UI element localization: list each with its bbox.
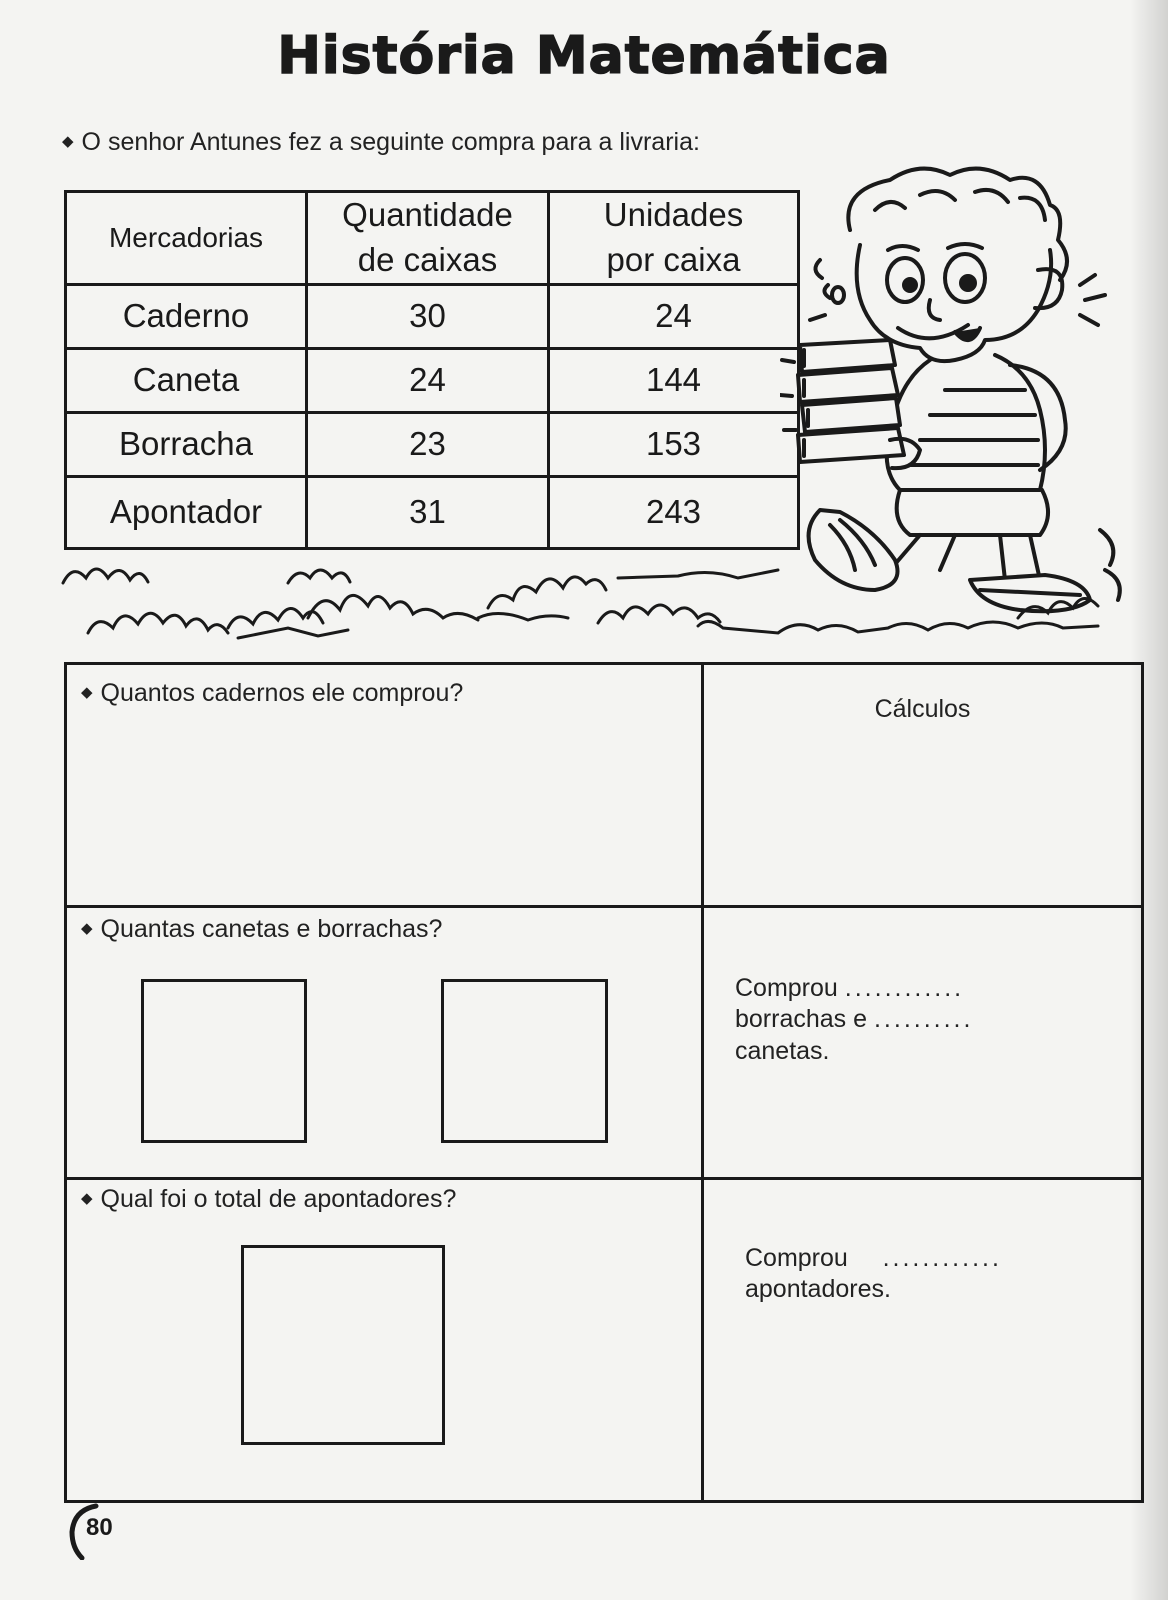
answer-box-borrachas[interactable] (141, 979, 307, 1143)
table-header-row (67, 193, 797, 283)
header-quantidade (308, 193, 550, 283)
purchase-table (64, 190, 800, 550)
answer-text-apontadores (745, 1243, 1002, 1306)
table-row (67, 283, 797, 347)
row-unidades: 153 (645, 425, 702, 463)
answer-box-apontadores[interactable] (241, 1245, 445, 1445)
intro-label: O senhor Antunes fez a seguinte compra para a livraria: (81, 128, 700, 156)
answer-text-canetas-borrachas (735, 973, 973, 1067)
question-label: Quantas canetas e borrachas? (100, 915, 443, 943)
calculos-label: Cálculos (874, 695, 971, 723)
grid-divider-horizontal (67, 905, 1141, 908)
question-label: Quantos cadernos ele comprou? (100, 679, 464, 707)
intro-text (62, 128, 700, 157)
answer-blank-line[interactable]: ............ (844, 974, 965, 1002)
page-number (66, 1500, 126, 1560)
diamond-bullet-icon: ◆ (81, 920, 93, 938)
header-mercadorias: Mercadorias (67, 193, 308, 283)
question-canetas-borrachas (81, 915, 442, 944)
page-title: História Matemática (277, 26, 891, 86)
bushes-decoration (58, 548, 1138, 658)
diamond-bullet-icon: ◆ (62, 133, 74, 151)
diamond-bullet-icon: ◆ (81, 1190, 93, 1208)
grid-divider-horizontal (67, 1177, 1141, 1180)
row-caixas: 30 (308, 286, 550, 347)
question-cadernos (81, 679, 463, 708)
answer-blank-line[interactable]: ............ (882, 1244, 1002, 1272)
row-item: Caderno (67, 286, 308, 347)
header-quantidade-line1: Quantidade (342, 196, 513, 234)
header-quantidade-line2: de caixas (357, 241, 498, 278)
answer-blank-line[interactable]: .......... (873, 1005, 974, 1034)
question-label: Qual foi o total de apontadores? (100, 1185, 457, 1213)
header-unidades (550, 193, 797, 283)
row-item: Apontador (67, 478, 308, 547)
answer-borrachas-e: borrachas e (735, 1005, 868, 1034)
question-apontadores (81, 1185, 456, 1214)
header-unidades-line1: Unidades (603, 196, 744, 234)
answer-box-canetas[interactable] (441, 979, 608, 1143)
row-caixas: 24 (308, 350, 550, 411)
diamond-bullet-icon: ◆ (81, 684, 93, 702)
answer-comprou: Comprou (735, 974, 838, 1002)
row-unidades: 24 (655, 297, 692, 335)
table-row (67, 475, 797, 547)
questions-grid (64, 662, 1144, 1503)
row-unidades: 243 (645, 493, 702, 531)
answer-canetas: canetas. (735, 1036, 830, 1065)
table-row (67, 411, 797, 475)
page-number-label: 80 (86, 1514, 113, 1541)
grid-divider-vertical (701, 665, 704, 1500)
header-unidades-line2: por caixa (606, 241, 741, 278)
answer-apontadores: apontadores. (745, 1275, 891, 1304)
row-caixas: 23 (308, 414, 550, 475)
answer-comprou: Comprou (745, 1244, 848, 1272)
row-caixas: 31 (308, 478, 550, 547)
row-item: Borracha (67, 414, 308, 475)
table-row (67, 347, 797, 411)
row-item: Caneta (67, 350, 308, 411)
row-unidades: 144 (645, 361, 702, 399)
